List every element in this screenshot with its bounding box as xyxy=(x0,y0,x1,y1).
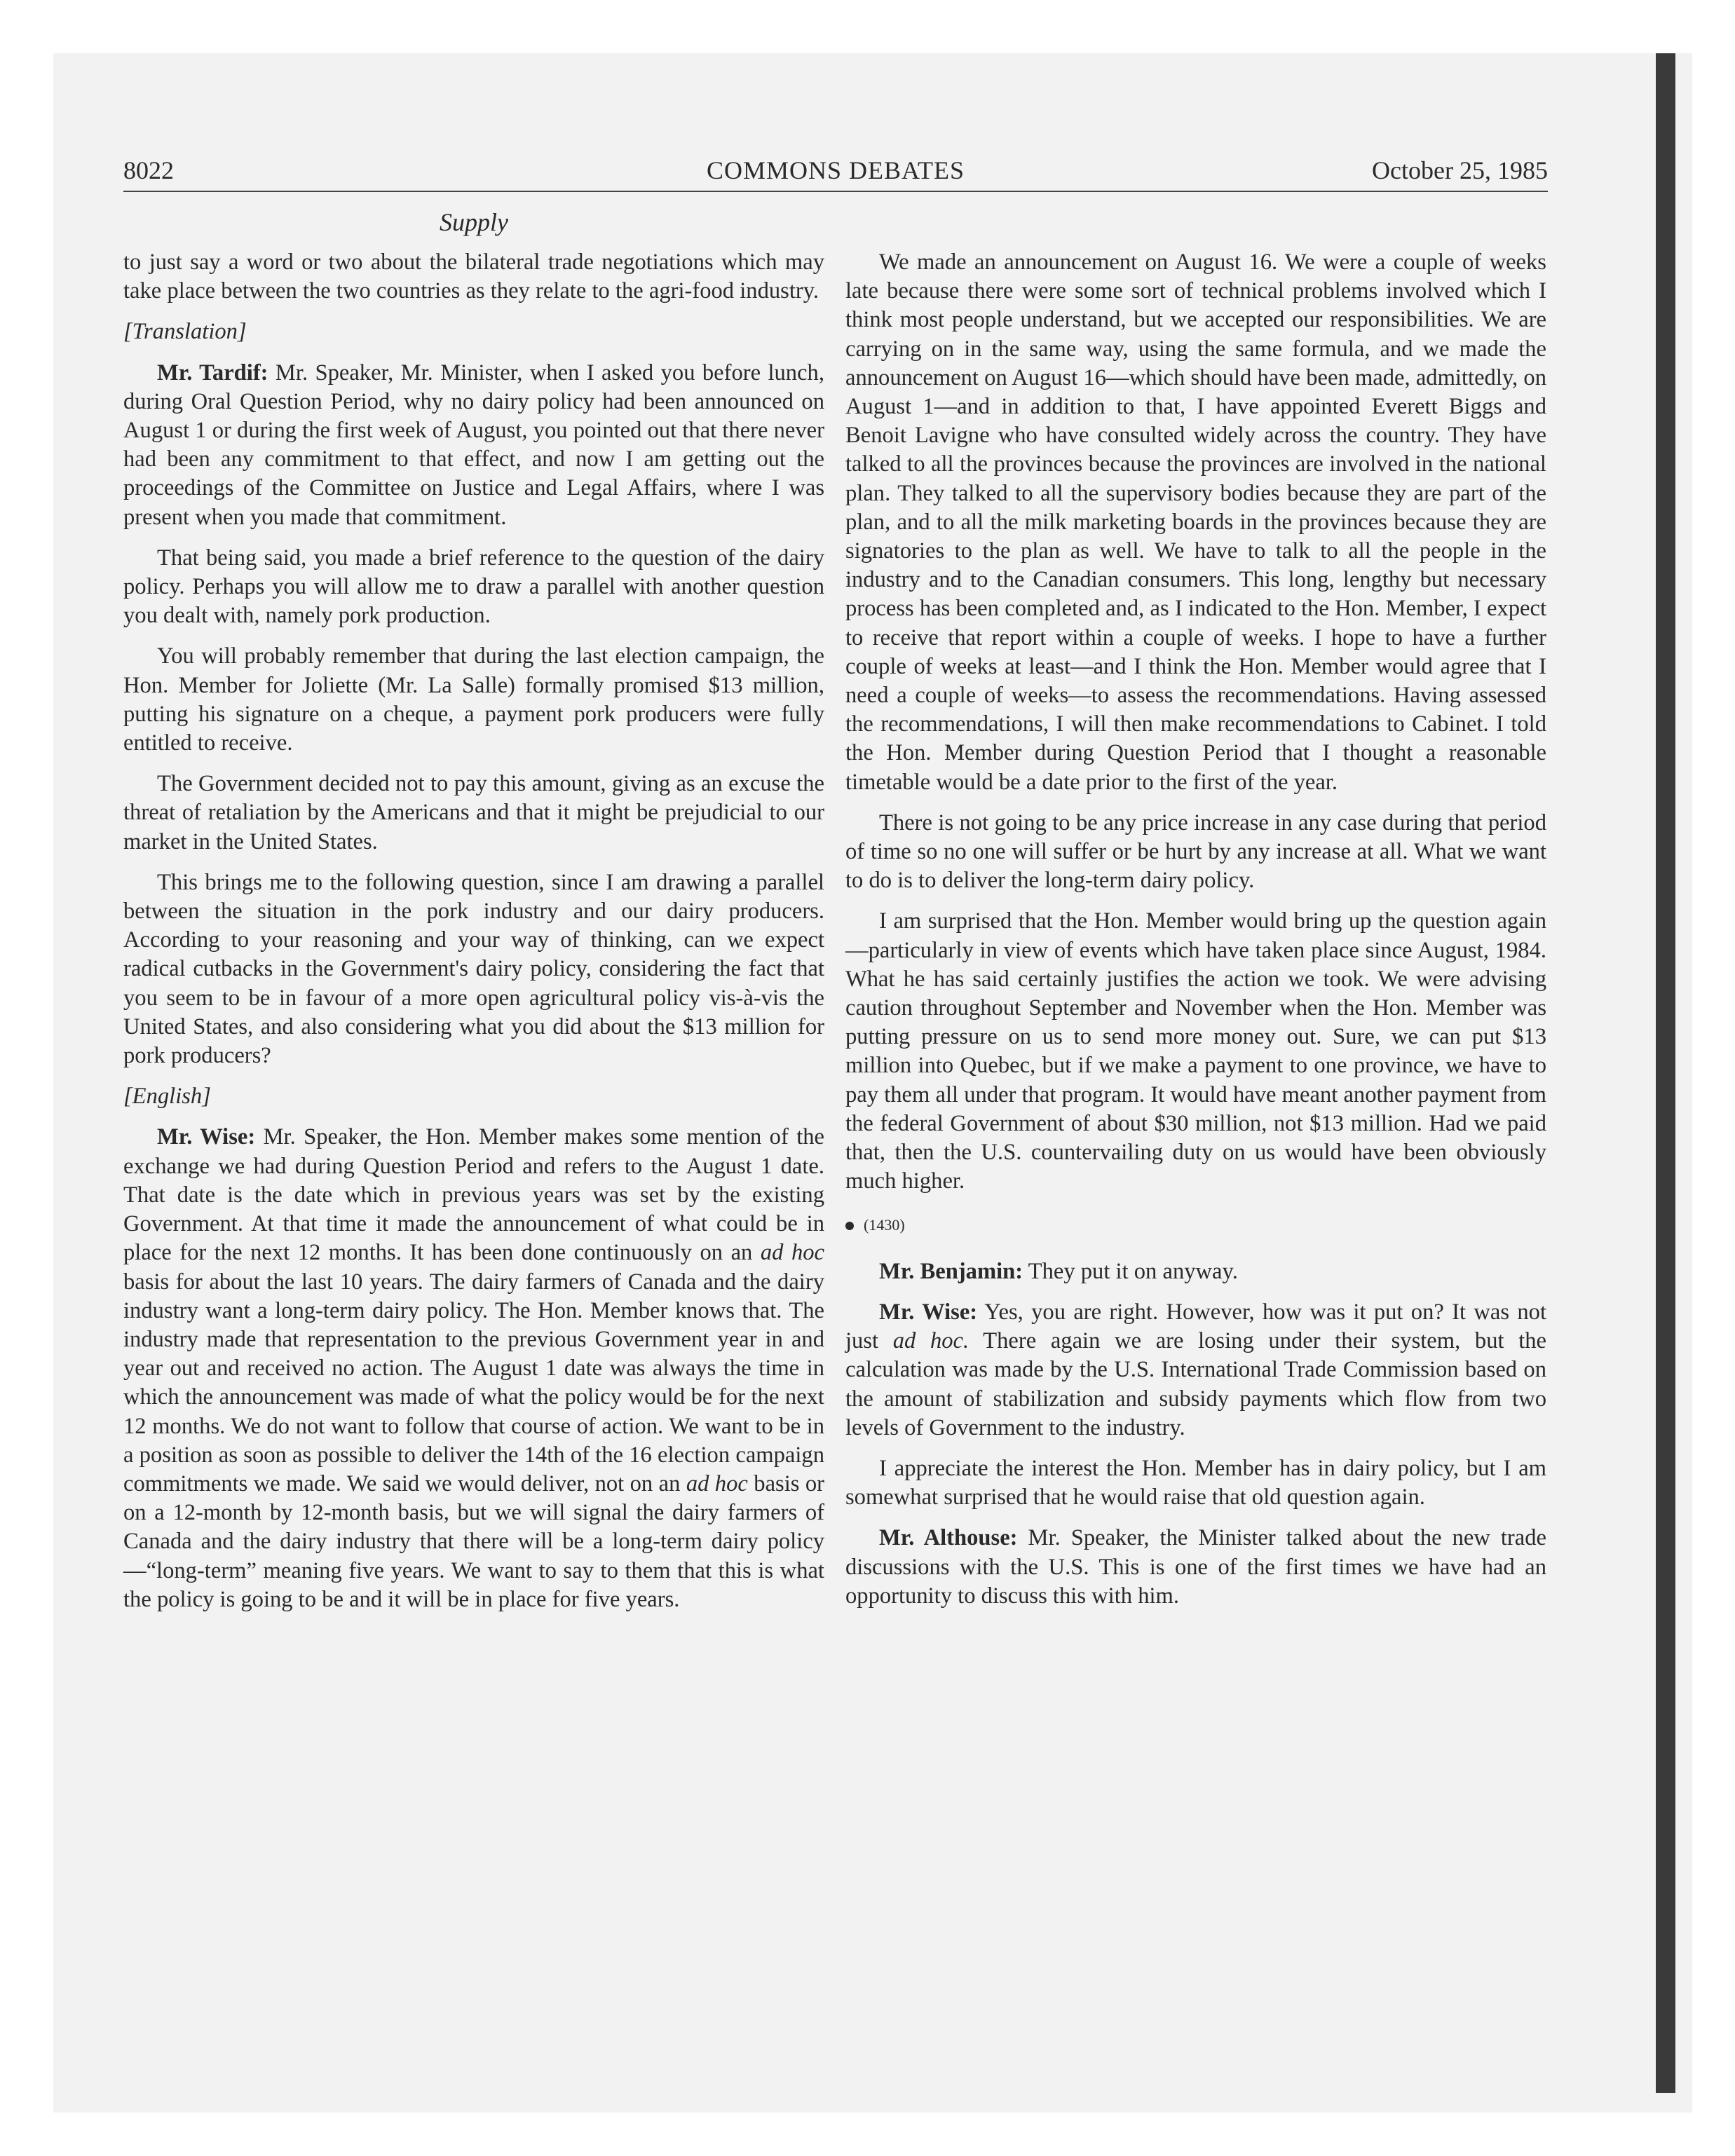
speech-text: Mr. Speaker, Mr. Minister, when I asked you before lunch, during Oral Question Period, why no dairy policy had been announced on August 1 or during the first week of August, you pointed out that there never had been any commitment to that effect, and now I am getting out the proceedings of the Committee on Justice and Legal Affairs, where I was present when you made that commitment. xyxy=(123,360,824,530)
paragraph xyxy=(845,1257,1546,1286)
italic-phrase: ad hoc xyxy=(760,1240,824,1266)
paragraph xyxy=(845,1298,1546,1442)
left-column xyxy=(123,248,824,1626)
language-tag: [Translation] xyxy=(123,319,247,345)
time-marker-text: (1430) xyxy=(864,1215,905,1234)
section-heading: Supply xyxy=(440,208,508,236)
speaker-name: Mr. Wise: xyxy=(157,1124,256,1150)
speech-text: basis for about the last 10 years. The dairy farmers of Canada and the dairy industry want a long-term dairy policy. The Hon. Member knows that. The industry made that representation to the previous Government year in and year out and received no action. The August 1 date was always the time in which the announcement was made of what the policy would be for the next 12 months. We do not want to follow that course of action. We want to be in a position as soon as possible to deliver the 14th of the 16 election campaign commitments we made. We said we would deliver, not on an xyxy=(123,1269,824,1496)
publication-title: COMMONS DEBATES xyxy=(706,156,965,184)
speech-text: There again we are losing under their system, but the calculation was made by the U.S. International Trade Commission based on the amount of stabilization and subsidy payments which flow from two levels of Government to the industry. xyxy=(845,1328,1546,1440)
page-header xyxy=(123,156,1548,191)
speaker-name: Mr. Tardif: xyxy=(157,360,268,386)
speech-text: basis or on a 12-month by 12-month basis, but we will signal the dairy farmers of Canada and the dairy industry that there will be a long-term dairy policy—“long-term” meaning five years. We want to say to them that this is what the policy is going to be and it will be in place for five years. xyxy=(123,1471,824,1612)
paragraph: I am surprised that the Hon. Member would bring up the question again—particularly in view of events which have taken place since August, 1984. What he has said certainly justifies the action we took. We were advising caution throughout September and November when the Hon. Member was putting pressure on us to send more money out. Sure, we can put $13 million into Quebec, but if we make a payment to one province, we have to pay them all under that program. It would have meant another payment from the federal Government of about $30 million, not $13 million. Had we paid that, then the U.S. countervailing duty on us would have been obviously much higher. xyxy=(845,908,1546,1194)
paragraph xyxy=(123,359,824,532)
bullet-icon xyxy=(845,1222,854,1230)
speaker-name: Mr. Wise: xyxy=(879,1299,978,1325)
speech-text: Mr. Speaker, the Minister talked about the new trade discussions with the U.S. This is one of the first times we have had an opportunity to discuss this with him. xyxy=(845,1525,1546,1609)
italic-phrase: ad hoc xyxy=(686,1471,748,1496)
language-tag: [English] xyxy=(123,1084,211,1110)
speaker-name: Mr. Benjamin: xyxy=(879,1258,1023,1284)
speech-text: They put it on anyway. xyxy=(1023,1258,1238,1284)
paragraph xyxy=(845,1524,1546,1611)
time-marker xyxy=(845,1210,1546,1239)
publication-date: October 25, 1985 xyxy=(1372,156,1548,184)
paragraph: The Government decided not to pay this amount, giving as an excuse the threat of retaliation by the Americans and that it might be prejudicial to our market in the United States. xyxy=(123,771,824,854)
speaker-name: Mr. Althouse: xyxy=(879,1525,1018,1551)
paragraph xyxy=(123,1123,824,1613)
speech-text: Yes, you are right. However, how was it put on? It was not just xyxy=(845,1299,1547,1354)
paragraph: That being said, you made a brief reference to the question of the dairy policy. Perhaps you will allow me to draw a parallel with another question you dealt with, namely pork production. xyxy=(123,545,824,629)
header-rule xyxy=(123,191,1548,192)
paragraph: There is not going to be any price increase in any case during that period of time so no one will suffer or be hurt by any increase at all. What we want to do is to deliver the long-term dairy policy. xyxy=(845,810,1546,894)
paragraph: to just say a word or two about the bilateral trade negotiations which may take place between the two countries as they relate to the agri-food industry. xyxy=(123,250,824,304)
page-number: 8022 xyxy=(123,156,174,184)
scan-edge-bar xyxy=(1656,53,1675,2093)
paragraph: This brings me to the following question, since I am drawing a parallel between the situation in the pork industry and our dairy producers. According to your reasoning and your way of thinking, can we expect radical cutbacks in the Government's dairy policy, considering the fact that you seem to be in favour of a more open agricultural policy vis-à-vis the United States, and also considering what you did about the $13 million for pork producers? xyxy=(123,869,824,1069)
paragraph: You will probably remember that during the last election campaign, the Hon. Member for Joliette (Mr. La Salle) formally promised $13 million, putting his signature on a cheque, a payment pork producers were fully entitled to receive. xyxy=(123,643,824,756)
right-column xyxy=(845,248,1546,1623)
speech-text: Mr. Speaker, the Hon. Member makes some mention of the exchange we had during Question Period and refers to the August 1 date. That date is the date which in previous years was set by the existing Government. At that time it made the announcement of what could be in place for the next 12 months. It has been done continuously on an xyxy=(123,1124,824,1266)
italic-phrase: ad hoc. xyxy=(892,1328,969,1354)
paragraph: I appreciate the interest the Hon. Member has in dairy policy, but I am somewhat surprised that he would raise that old question again. xyxy=(845,1455,1546,1510)
paragraph: We made an announcement on August 16. We were a couple of weeks late because there were some sort of technical problems involved which I think most people understand, but we accepted our responsibilities. We are carrying on in the same way, using the same formula, and we made the announcement on August 16—which should have been made, admittedly, on August 1—and in addition to that, I have appointed Everett Biggs and Benoit Lavigne who have consulted widely across the country. They have talked to all the provinces because the provinces are involved in the national plan. They talked to all the supervisory bodies because they are part of the plan, and to all the milk marketing boards in the provinces because they are signatories to the plan as well. We have to talk to all the people in the industry and to the Canadian consumers. This long, lengthy but necessary process has been completed and, as I indicated to the Hon. Member, I expect to receive that report within a couple of weeks. I hope to have a further couple of weeks at least—and I think the Hon. Member would agree that I need a couple of weeks—to assess the recommendations. Having assessed the recommendations, I will then make recommendations to Cabinet. I told the Hon. Member during Question Period that I thought a reasonable timetable would be a date prior to the first of the year. xyxy=(845,250,1546,795)
